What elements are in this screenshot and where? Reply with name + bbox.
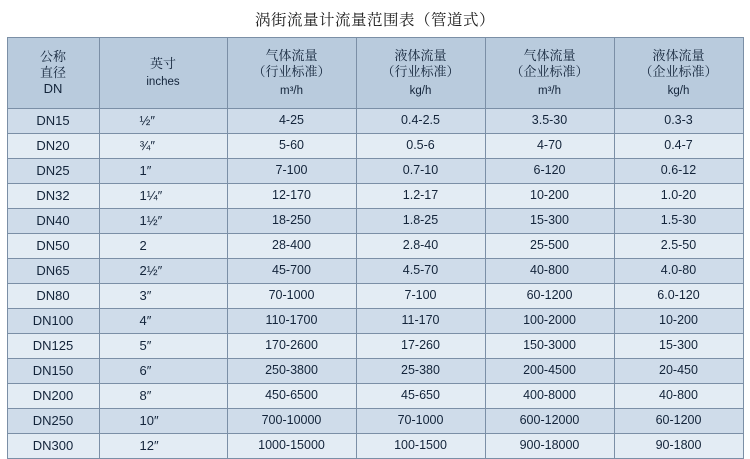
- table-row: [7, 259, 743, 284]
- cell-liquid-enterprise: 1.0-20: [614, 184, 743, 209]
- cell-gas-industry: 170-2600: [227, 334, 356, 359]
- cell-gas-enterprise: 200-4500: [485, 359, 614, 384]
- cell-liquid-industry: 4.5-70: [356, 259, 485, 284]
- cell-liquid-enterprise: 6.0-120: [614, 284, 743, 309]
- cell-inches: 8″: [99, 384, 227, 409]
- header-line-2: （行业标准）: [252, 64, 331, 80]
- cell-liquid-enterprise: 0.6-12: [614, 159, 743, 184]
- cell-liquid-industry: 2.8-40: [356, 234, 485, 259]
- cell-inches: 2½″: [99, 259, 227, 284]
- cell-liquid-industry: 7-100: [356, 284, 485, 309]
- header-subtitle: inches: [146, 76, 180, 89]
- header-line-2: 直径: [39, 64, 66, 80]
- cell-gas-industry: 5-60: [227, 134, 356, 159]
- cell-dn: DN20: [7, 134, 99, 159]
- header-unit: kg/h: [409, 84, 432, 97]
- cell-liquid-industry: 25-380: [356, 359, 485, 384]
- cell-inches: ¾″: [99, 134, 227, 159]
- table-row: [7, 309, 743, 334]
- cell-dn: DN40: [7, 209, 99, 234]
- cell-liquid-enterprise: 15-300: [614, 334, 743, 359]
- cell-liquid-industry: 1.2-17: [356, 184, 485, 209]
- cell-gas-enterprise: 100-2000: [485, 309, 614, 334]
- cell-dn: DN65: [7, 259, 99, 284]
- cell-inches: 1″: [99, 159, 227, 184]
- cell-liquid-enterprise: 20-450: [614, 359, 743, 384]
- cell-dn: DN80: [7, 284, 99, 309]
- cell-gas-industry: 700-10000: [227, 409, 356, 434]
- cell-dn: DN100: [7, 309, 99, 334]
- cell-liquid-industry: 45-650: [356, 384, 485, 409]
- cell-liquid-industry: 0.5-6: [356, 134, 485, 159]
- header-unit: m³/h: [538, 84, 561, 97]
- cell-dn: DN25: [7, 159, 99, 184]
- cell-gas-enterprise: 400-8000: [485, 384, 614, 409]
- header-line-2: （企业标准）: [639, 64, 718, 80]
- header-line-1: 气体流量: [265, 48, 318, 64]
- table-body: [7, 109, 743, 459]
- cell-gas-industry: 18-250: [227, 209, 356, 234]
- cell-inches: 4″: [99, 309, 227, 334]
- cell-liquid-industry: 0.7-10: [356, 159, 485, 184]
- cell-liquid-industry: 11-170: [356, 309, 485, 334]
- cell-gas-enterprise: 4-70: [485, 134, 614, 159]
- cell-inches: 6″: [99, 359, 227, 384]
- table-row: [7, 134, 743, 159]
- header-line-2: （企业标准）: [510, 64, 589, 80]
- cell-gas-industry: 110-1700: [227, 309, 356, 334]
- cell-inches: 2: [99, 234, 227, 259]
- header-unit: m³/h: [280, 84, 303, 97]
- page-title: 涡街流量计流量范围表（管道式）: [254, 12, 495, 29]
- cell-gas-enterprise: 900-18000: [485, 434, 614, 459]
- cell-gas-industry: 450-6500: [227, 384, 356, 409]
- cell-inches: 3″: [99, 284, 227, 309]
- cell-dn: DN15: [7, 109, 99, 134]
- cell-gas-industry: 12-170: [227, 184, 356, 209]
- cell-inches: 1½″: [99, 209, 227, 234]
- cell-inches: 12″: [99, 434, 227, 459]
- cell-gas-industry: 7-100: [227, 159, 356, 184]
- cell-gas-enterprise: 150-3000: [485, 334, 614, 359]
- cell-liquid-industry: 1.8-25: [356, 209, 485, 234]
- table-row: [7, 234, 743, 259]
- cell-inches: 10″: [99, 409, 227, 434]
- column-header-gas-flow-enterprise: [485, 38, 614, 109]
- cell-inches: 5″: [99, 334, 227, 359]
- cell-gas-enterprise: 6-120: [485, 159, 614, 184]
- header-line-2: （行业标准）: [381, 64, 460, 80]
- cell-dn: DN150: [7, 359, 99, 384]
- cell-liquid-enterprise: 2.5-50: [614, 234, 743, 259]
- cell-gas-industry: 70-1000: [227, 284, 356, 309]
- cell-liquid-industry: 17-260: [356, 334, 485, 359]
- table-row: [7, 409, 743, 434]
- flow-range-table: [7, 37, 744, 459]
- column-header-liquid-flow-industry: [356, 38, 485, 109]
- table-header: [7, 38, 743, 109]
- cell-dn: DN125: [7, 334, 99, 359]
- cell-dn: DN200: [7, 384, 99, 409]
- cell-inches: ½″: [99, 109, 227, 134]
- cell-gas-enterprise: 10-200: [485, 184, 614, 209]
- cell-dn: DN32: [7, 184, 99, 209]
- table-row: [7, 434, 743, 459]
- cell-liquid-industry: 100-1500: [356, 434, 485, 459]
- table-row: [7, 159, 743, 184]
- table-header-row: [7, 38, 743, 109]
- table-row: [7, 209, 743, 234]
- table-row: [7, 359, 743, 384]
- table-row: [7, 334, 743, 359]
- table-row: [7, 284, 743, 309]
- column-header-inches: [99, 38, 227, 109]
- cell-gas-enterprise: 60-1200: [485, 284, 614, 309]
- cell-gas-enterprise: 40-800: [485, 259, 614, 284]
- table-row: [7, 384, 743, 409]
- cell-gas-enterprise: 600-12000: [485, 409, 614, 434]
- header-line-1: 液体流量: [652, 48, 705, 64]
- header-line-1: 公称: [39, 48, 66, 64]
- cell-liquid-enterprise: 0.4-7: [614, 134, 743, 159]
- cell-gas-enterprise: 25-500: [485, 234, 614, 259]
- cell-liquid-enterprise: 10-200: [614, 309, 743, 334]
- cell-gas-industry: 250-3800: [227, 359, 356, 384]
- cell-liquid-enterprise: 4.0-80: [614, 259, 743, 284]
- table-row: [7, 109, 743, 134]
- header-line-3: DN: [43, 81, 63, 97]
- cell-gas-enterprise: 3.5-30: [485, 109, 614, 134]
- header-unit: kg/h: [667, 84, 690, 97]
- cell-dn: DN50: [7, 234, 99, 259]
- cell-dn: DN300: [7, 434, 99, 459]
- cell-gas-industry: 4-25: [227, 109, 356, 134]
- cell-dn: DN250: [7, 409, 99, 434]
- cell-gas-industry: 1000-15000: [227, 434, 356, 459]
- cell-liquid-enterprise: 90-1800: [614, 434, 743, 459]
- column-header-gas-flow-industry: [227, 38, 356, 109]
- header-line-1: 液体流量: [394, 48, 447, 64]
- cell-liquid-enterprise: 1.5-30: [614, 209, 743, 234]
- cell-gas-industry: 45-700: [227, 259, 356, 284]
- cell-inches: 1¼″: [99, 184, 227, 209]
- column-header-liquid-flow-enterprise: [614, 38, 743, 109]
- cell-gas-enterprise: 15-300: [485, 209, 614, 234]
- cell-liquid-industry: 0.4-2.5: [356, 109, 485, 134]
- cell-gas-industry: 28-400: [227, 234, 356, 259]
- column-header-nominal-diameter: [7, 38, 99, 109]
- cell-liquid-enterprise: 0.3-3: [614, 109, 743, 134]
- cell-liquid-industry: 70-1000: [356, 409, 485, 434]
- header-line-1: 气体流量: [523, 48, 576, 64]
- table-row: [7, 184, 743, 209]
- header-line-1: 英寸: [149, 56, 176, 72]
- cell-liquid-enterprise: 60-1200: [614, 409, 743, 434]
- cell-liquid-enterprise: 40-800: [614, 384, 743, 409]
